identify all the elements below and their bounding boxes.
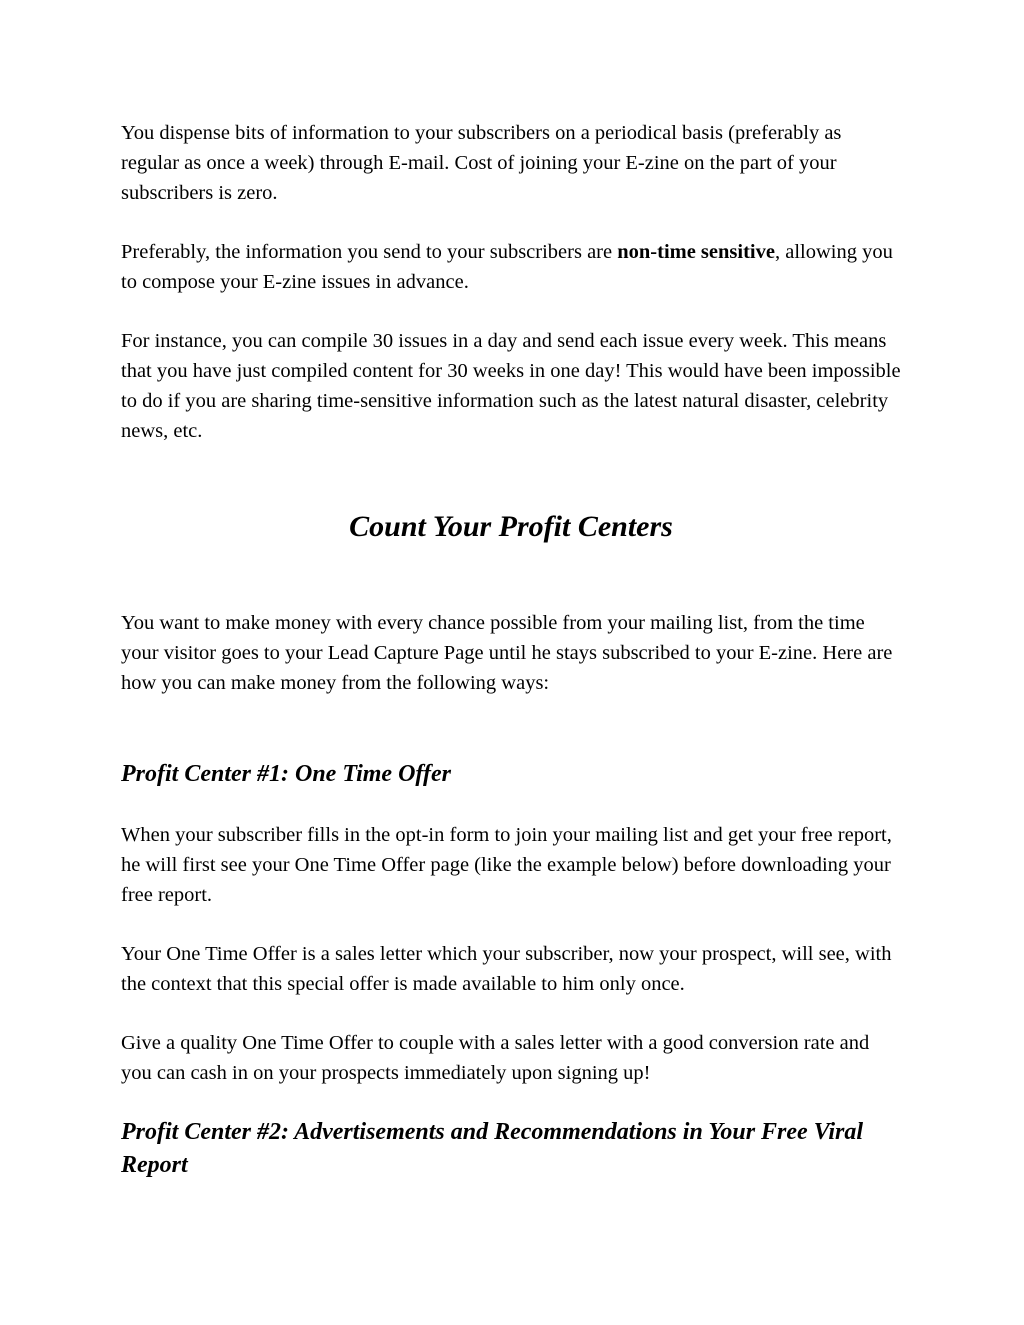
paragraph-text: , allowing you to compose your E-zine issues in advance. <box>121 241 893 293</box>
paragraph <box>121 237 901 297</box>
paragraph: When your subscriber fills in the opt-in form to join your mailing list and get your free report, he will first see your One Time Offer page (like the example below) before downloading your free report. <box>121 824 892 906</box>
paragraph: Your One Time Offer is a sales letter which your subscriber, now your prospect, will see, with the context that this special offer is made available to him only once. <box>121 943 892 995</box>
paragraph: Give a quality One Time Offer to couple with a sales letter with a good conversion rate and you can cash in on your prospects immediately upon signing up! <box>121 1032 870 1084</box>
subheading: Profit Center #2: Advertisements and Recommendations in Your Free Viral Report <box>121 1119 864 1178</box>
emphasis-text: non-time sensitive <box>617 241 775 263</box>
document-page <box>121 118 901 1182</box>
paragraph: You dispense bits of information to your subscribers on a periodical basis (preferably as regular as once a week) through E-mail. Cost of joining your E-zine on the part of your subscribers is zero. <box>121 122 842 204</box>
section-heading: Count Your Profit Centers <box>349 510 673 543</box>
paragraph: For instance, you can compile 30 issues in a day and send each issue every week. This means that you have just compiled content for 30 weeks in one day! This would have been impossible to do if you are sharing time-sensitive information such as the latest natural disaster, celebrity news, etc. <box>121 330 901 442</box>
paragraph: You want to make money with every chance possible from your mailing list, from the time your visitor goes to your Lead Capture Page until he stays subscribed to your E-zine. Here are how you can make money from the following ways: <box>121 612 893 694</box>
subheading: Profit Center #1: One Time Offer <box>121 761 451 787</box>
paragraph-text: Preferably, the information you send to your subscribers are <box>121 241 618 263</box>
